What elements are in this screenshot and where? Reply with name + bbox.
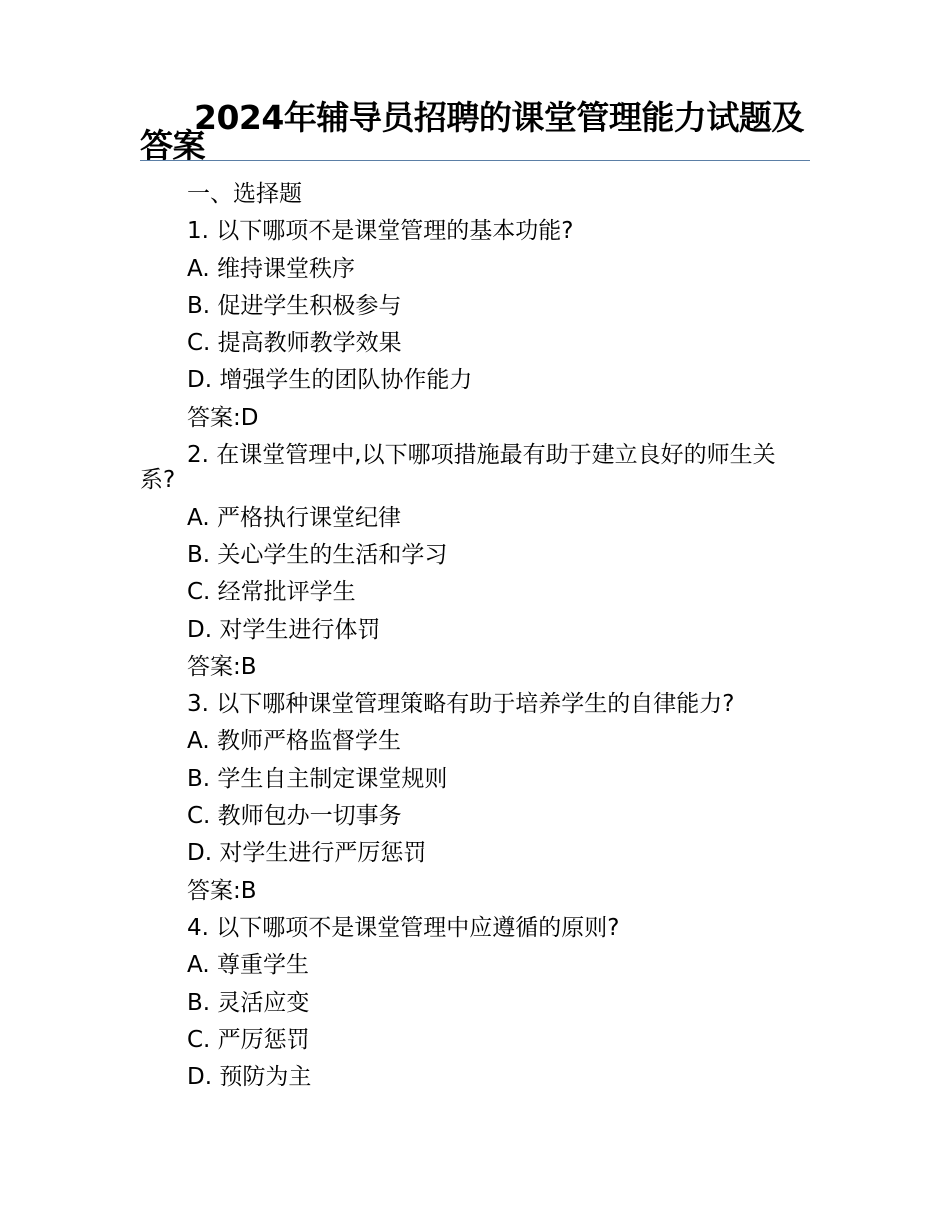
question-3-answer: 答案:B [187, 877, 257, 904]
question-4-option-d: D. 预防为主 [187, 1064, 312, 1091]
question-1: 1. 以下哪项不是课堂管理的基本功能? [187, 218, 574, 245]
question-3: 3. 以下哪种课堂管理策略有助于培养学生的自律能力? [187, 691, 735, 718]
question-2-option-c: C. 经常批评学生 [187, 579, 356, 606]
question-3-option-b: B. 学生自主制定课堂规则 [187, 765, 448, 792]
question-1-option-a: A. 维持课堂秩序 [187, 255, 355, 282]
question-1-option-c: C. 提高教师教学效果 [187, 330, 402, 357]
question-1-option-d: D. 增强学生的团队协作能力 [187, 367, 473, 394]
question-2-option-d: D. 对学生进行体罚 [187, 616, 381, 643]
question-3-option-a: A. 教师严格监督学生 [187, 728, 401, 755]
question-4-option-b: B. 灵活应变 [187, 989, 310, 1016]
question-1-option-b: B. 促进学生积极参与 [187, 292, 402, 319]
question-4: 4. 以下哪项不是课堂管理中应遵循的原则? [187, 914, 620, 941]
title-divider [140, 160, 810, 161]
question-2: 2. 在课堂管理中,以下哪项措施最有助于建立良好的师生关系? [140, 442, 776, 494]
section-heading: 一、选择题 [187, 181, 302, 207]
question-3-option-d: D. 对学生进行严厉惩罚 [187, 840, 427, 867]
question-4-option-c: C. 严厉惩罚 [187, 1026, 310, 1053]
document-body [140, 176, 810, 1096]
question-2-option-a: A. 严格执行课堂纪律 [187, 504, 401, 531]
question-2-answer: 答案:B [187, 653, 257, 680]
document-title: 2024年辅导员招聘的课堂管理能力试题及答案 [140, 98, 804, 165]
question-2-option-b: B. 关心学生的生活和学习 [187, 541, 448, 568]
question-4-option-a: A. 尊重学生 [187, 952, 309, 979]
question-1-answer: 答案:D [187, 404, 259, 431]
question-3-option-c: C. 教师包办一切事务 [187, 803, 402, 830]
